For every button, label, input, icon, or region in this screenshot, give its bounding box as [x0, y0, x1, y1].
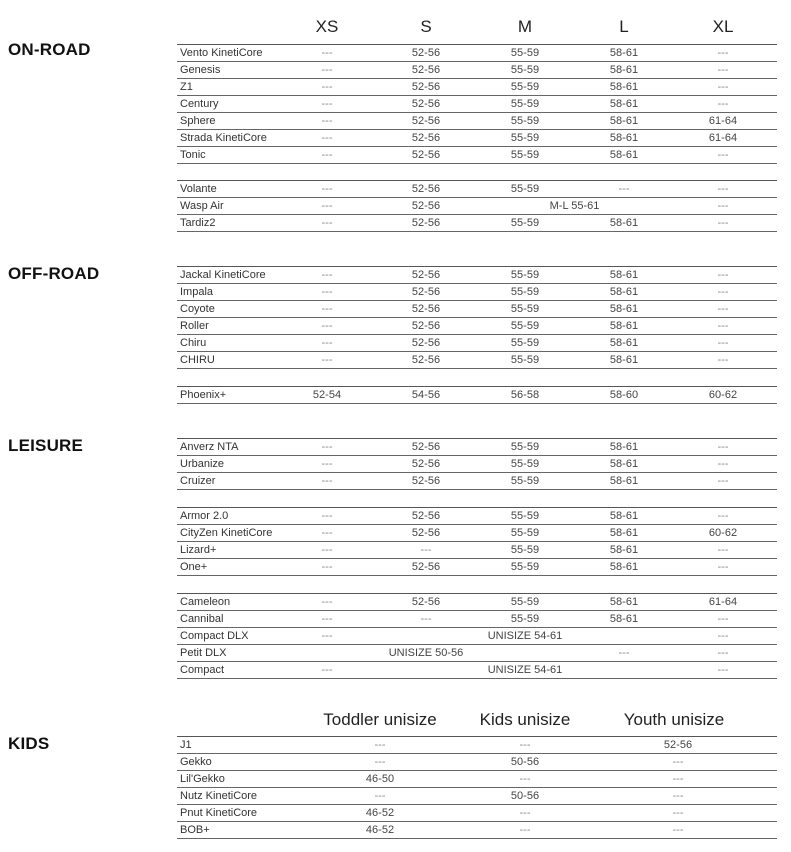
size-cell: --- [321, 527, 333, 539]
size-cell: 55-59 [510, 354, 540, 366]
size-cell: 46-50 [365, 773, 395, 785]
size-cell: 52-56 [411, 337, 441, 349]
size-cell: 58-61 [609, 613, 639, 625]
table-row [177, 147, 777, 164]
size-cell: 58-61 [609, 510, 639, 522]
size-cell: --- [321, 81, 333, 93]
size-cell: --- [717, 183, 729, 195]
size-cell: 52-56 [411, 64, 441, 76]
helmet-model-name: Anverz NTA [180, 441, 239, 453]
size-cell: 52-56 [411, 47, 441, 59]
size-cell: --- [618, 647, 630, 659]
size-cell: --- [321, 441, 333, 453]
helmet-model-name: Nutz KinetiCore [180, 790, 258, 802]
size-cell: --- [420, 544, 432, 556]
size-cell: 58-61 [609, 81, 639, 93]
size-cell: --- [717, 441, 729, 453]
size-cell: --- [321, 630, 333, 642]
size-cell: 55-59 [510, 115, 540, 127]
size-cell: --- [321, 561, 333, 573]
size-cell: --- [374, 790, 386, 802]
helmet-model-name: Vento KinetiCore [180, 47, 263, 59]
size-cell: 58-61 [609, 596, 639, 608]
size-cell: 55-59 [510, 47, 540, 59]
helmet-model-name: Cruizer [180, 475, 216, 487]
size-cell: 52-56 [411, 561, 441, 573]
size-cell: --- [321, 475, 333, 487]
table-row [177, 45, 777, 62]
helmet-model-name: Phoenix+ [180, 389, 227, 401]
size-cell: 58-60 [609, 389, 639, 401]
table-row [177, 737, 777, 754]
size-cell: --- [672, 807, 684, 819]
size-cell: 58-61 [609, 561, 639, 573]
size-cell: 55-59 [510, 81, 540, 93]
size-cell: --- [321, 98, 333, 110]
size-cell: --- [672, 790, 684, 802]
size-cell: --- [717, 337, 729, 349]
size-cell: 52-56 [663, 739, 693, 751]
size-cell: 52-56 [411, 596, 441, 608]
header-kids: Kids unisize [479, 710, 571, 729]
size-cell: --- [321, 320, 333, 332]
table-on-road-1 [177, 44, 777, 164]
size-cell: 46-52 [365, 807, 395, 819]
size-cell: 55-59 [510, 98, 540, 110]
size-cell: 55-59 [510, 596, 540, 608]
helmet-model-name: Compact [180, 664, 225, 676]
table-row [177, 387, 777, 404]
size-cell: --- [519, 807, 531, 819]
table-row [177, 215, 777, 232]
helmet-model-name: One+ [180, 561, 208, 573]
helmet-model-name: Jackal KinetiCore [180, 269, 266, 281]
size-cell: 52-54 [312, 389, 342, 401]
size-cell: 55-59 [510, 286, 540, 298]
header-l: L [619, 17, 629, 36]
table-row [177, 805, 777, 822]
size-cell: 60-62 [708, 389, 738, 401]
size-cell: 52-56 [411, 527, 441, 539]
size-cell: 52-56 [411, 217, 441, 229]
size-cell: --- [717, 269, 729, 281]
size-cell: --- [321, 613, 333, 625]
size-cell: 58-61 [609, 337, 639, 349]
size-cell: 55-59 [510, 149, 540, 161]
size-cell: --- [321, 115, 333, 127]
helmet-model-name: Petit DLX [180, 647, 227, 659]
size-cell: 52-56 [411, 81, 441, 93]
size-cell: 58-61 [609, 217, 639, 229]
helmet-model-name: Sphere [180, 115, 216, 127]
size-cell: --- [321, 200, 333, 212]
size-cell: --- [321, 664, 333, 676]
table-row [177, 456, 777, 473]
size-cell: --- [321, 544, 333, 556]
size-cell: --- [717, 544, 729, 556]
table-row [177, 542, 777, 559]
size-cell: --- [672, 824, 684, 836]
category-off-road: OFF-ROAD [8, 264, 100, 283]
table-row [177, 130, 777, 147]
size-cell: 52-56 [411, 115, 441, 127]
table-leisure-1 [177, 438, 777, 490]
size-cell: 56-58 [510, 389, 540, 401]
table-row [177, 284, 777, 301]
size-cell: 58-61 [609, 320, 639, 332]
size-cell: --- [717, 64, 729, 76]
size-cell: --- [672, 773, 684, 785]
size-cell: 55-59 [510, 613, 540, 625]
size-cell: 52-56 [411, 132, 441, 144]
size-cell: 58-61 [609, 458, 639, 470]
size-cell: 55-59 [510, 217, 540, 229]
table-row [177, 594, 777, 611]
helmet-model-name: Tonic [180, 149, 206, 161]
helmet-model-name: Armor 2.0 [180, 510, 229, 522]
size-cell: 52-56 [411, 200, 441, 212]
size-cell: 61-64 [708, 596, 738, 608]
size-cell: 50-56 [510, 756, 540, 768]
size-cell: 55-59 [510, 561, 540, 573]
helmet-model-name: BOB+ [180, 824, 210, 836]
table-row [177, 181, 777, 198]
size-cell: 61-64 [708, 115, 738, 127]
size-cell: --- [717, 320, 729, 332]
size-cell: 52-56 [411, 510, 441, 522]
size-cell: --- [672, 756, 684, 768]
size-cell: --- [321, 354, 333, 366]
helmet-model-name: Genesis [180, 64, 221, 76]
size-cell: --- [321, 183, 333, 195]
size-cell: --- [321, 337, 333, 349]
size-cell: --- [321, 596, 333, 608]
size-cell: 58-61 [609, 441, 639, 453]
size-cell: --- [374, 739, 386, 751]
helmet-model-name: Urbanize [180, 458, 225, 470]
size-cell: --- [321, 149, 333, 161]
helmet-model-name: Lizard+ [180, 544, 217, 556]
size-cell: --- [717, 613, 729, 625]
header-m: M [517, 17, 533, 36]
size-span-cell: M-L 55-61 [549, 200, 600, 212]
table-row [177, 267, 777, 284]
size-cell: 58-61 [609, 115, 639, 127]
size-cell: --- [321, 286, 333, 298]
size-cell: --- [717, 303, 729, 315]
size-cell: --- [717, 149, 729, 161]
table-row [177, 79, 777, 96]
table-on-road-2 [177, 180, 777, 232]
table-row [177, 508, 777, 525]
helmet-model-name: Cameleon [180, 596, 231, 608]
helmet-model-name: CHIRU [180, 354, 215, 366]
size-span-cell: UNISIZE 54-61 [487, 664, 563, 676]
size-cell: 58-61 [609, 64, 639, 76]
table-row [177, 473, 777, 490]
table-off-road-2 [177, 386, 777, 404]
table-row [177, 662, 777, 679]
size-cell: --- [321, 269, 333, 281]
size-span-cell: UNISIZE 54-61 [487, 630, 563, 642]
size-cell: 55-59 [510, 458, 540, 470]
table-row [177, 301, 777, 318]
size-cell: 54-56 [411, 389, 441, 401]
size-cell: 52-56 [411, 354, 441, 366]
size-cell: 55-59 [510, 269, 540, 281]
size-cell: 52-56 [411, 183, 441, 195]
size-cell: 58-61 [609, 303, 639, 315]
size-cell: --- [321, 303, 333, 315]
size-cell: 58-61 [609, 354, 639, 366]
size-cell: 55-59 [510, 337, 540, 349]
size-cell: --- [717, 561, 729, 573]
size-cell: --- [420, 613, 432, 625]
helmet-model-name: Tardiz2 [180, 217, 216, 229]
table-kids [177, 736, 777, 839]
header-xl: XL [712, 17, 734, 36]
table-row [177, 113, 777, 130]
table-row [177, 198, 777, 215]
size-cell: --- [717, 458, 729, 470]
table-row [177, 525, 777, 542]
size-cell: 52-56 [411, 269, 441, 281]
helmet-model-name: Impala [180, 286, 214, 298]
size-cell: --- [717, 354, 729, 366]
size-cell: --- [717, 475, 729, 487]
size-cell: 55-59 [510, 441, 540, 453]
helmet-model-name: Lil'Gekko [180, 773, 225, 785]
helmet-model-name: Wasp Air [180, 200, 224, 212]
table-row [177, 352, 777, 369]
size-cell: --- [717, 200, 729, 212]
table-row [177, 611, 777, 628]
helmet-model-name: Century [180, 98, 219, 110]
size-cell: 58-61 [609, 98, 639, 110]
size-cell: --- [717, 664, 729, 676]
size-cell: 55-59 [510, 303, 540, 315]
size-cell: --- [717, 98, 729, 110]
table-leisure-3 [177, 593, 777, 679]
table-row [177, 754, 777, 771]
size-cell: 52-56 [411, 286, 441, 298]
size-cell: 55-59 [510, 132, 540, 144]
table-row [177, 771, 777, 788]
helmet-model-name: Cannibal [180, 613, 224, 625]
size-cell: 55-59 [510, 320, 540, 332]
category-on-road: ON-ROAD [8, 40, 91, 59]
helmet-model-name: CityZen KinetiCore [180, 527, 273, 539]
size-cell: 52-56 [411, 475, 441, 487]
size-cell: 52-56 [411, 320, 441, 332]
size-cell: 55-59 [510, 183, 540, 195]
table-row [177, 645, 777, 662]
helmet-model-name: Volante [180, 183, 217, 195]
size-cell: 55-59 [510, 475, 540, 487]
size-cell: 58-61 [609, 286, 639, 298]
size-cell: 58-61 [609, 544, 639, 556]
size-cell: 52-56 [411, 458, 441, 470]
size-cell: 52-56 [411, 98, 441, 110]
category-kids: KIDS [8, 734, 50, 753]
table-row [177, 788, 777, 805]
size-cell: 55-59 [510, 64, 540, 76]
size-cell: 58-61 [609, 527, 639, 539]
size-cell: --- [717, 630, 729, 642]
size-cell: --- [618, 183, 630, 195]
size-cell: --- [717, 286, 729, 298]
size-cell: 58-61 [609, 475, 639, 487]
table-row [177, 96, 777, 113]
helmet-model-name: Roller [180, 320, 209, 332]
header-youth: Youth unisize [623, 710, 725, 729]
size-cell: 52-56 [411, 303, 441, 315]
size-cell: --- [321, 64, 333, 76]
helmet-model-name: Coyote [180, 303, 215, 315]
size-cell: 61-64 [708, 132, 738, 144]
table-row [177, 628, 777, 645]
helmet-model-name: Pnut KinetiCore [180, 807, 258, 819]
size-cell: --- [519, 824, 531, 836]
size-cell: 50-56 [510, 790, 540, 802]
size-cell: --- [717, 81, 729, 93]
size-cell: --- [321, 510, 333, 522]
size-cell: --- [321, 132, 333, 144]
helmet-model-name: Gekko [180, 756, 212, 768]
size-cell: 58-61 [609, 47, 639, 59]
size-cell: 52-56 [411, 149, 441, 161]
size-cell: --- [717, 217, 729, 229]
size-cell: --- [321, 217, 333, 229]
header-toddler: Toddler unisize [323, 710, 437, 729]
size-cell: --- [374, 756, 386, 768]
size-cell: 55-59 [510, 510, 540, 522]
size-cell: --- [519, 773, 531, 785]
helmet-model-name: J1 [180, 739, 192, 751]
category-leisure: LEISURE [8, 436, 84, 455]
helmet-model-name: Chiru [180, 337, 207, 349]
size-cell: 55-59 [510, 527, 540, 539]
size-cell: 52-56 [411, 441, 441, 453]
size-span-cell: UNISIZE 50-56 [388, 647, 464, 659]
size-cell: --- [321, 47, 333, 59]
table-leisure-2 [177, 507, 777, 576]
size-cell: --- [519, 739, 531, 751]
table-row [177, 822, 777, 839]
table-row [177, 335, 777, 352]
table-row [177, 62, 777, 79]
size-cell: 55-59 [510, 544, 540, 556]
header-s: S [420, 17, 432, 36]
size-cell: 58-61 [609, 149, 639, 161]
table-row [177, 318, 777, 335]
table-row [177, 559, 777, 576]
helmet-model-name: Compact DLX [180, 630, 249, 642]
size-cell: 58-61 [609, 269, 639, 281]
size-cell: 60-62 [708, 527, 738, 539]
size-cell: 46-52 [365, 824, 395, 836]
helmet-model-name: Z1 [180, 81, 193, 93]
table-row [177, 439, 777, 456]
size-cell: --- [321, 458, 333, 470]
helmet-model-name: Strada KinetiCore [180, 132, 267, 144]
size-cell: 58-61 [609, 132, 639, 144]
size-cell: --- [717, 510, 729, 522]
size-cell: --- [717, 47, 729, 59]
size-cell: --- [717, 647, 729, 659]
header-xs: XS [315, 17, 339, 36]
table-off-road-1 [177, 266, 777, 369]
